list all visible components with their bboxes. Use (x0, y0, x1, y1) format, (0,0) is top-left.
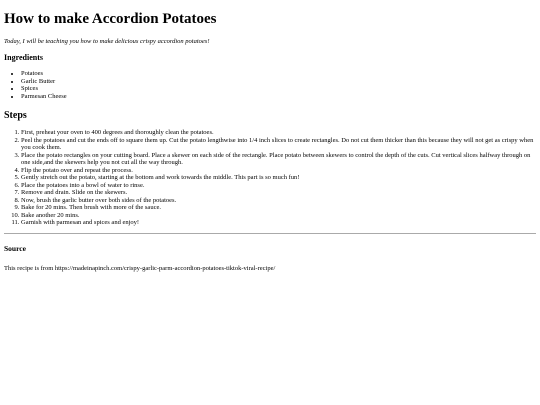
steps-list (4, 129, 536, 227)
step-item: 5. Gently stretch out the potato, starting at the bottom and work towards the middle. This part is so much fun! (21, 174, 536, 182)
source-heading: Source (4, 243, 26, 253)
ingredient-item: • Spices (21, 85, 536, 93)
step-item: 8. Now, brush the garlic butter over both sides of the potatoes. (21, 197, 536, 205)
step-item: 7. Remove and drain. Slide on the skewers. (21, 189, 536, 197)
ingredient-item: • Potatoes (21, 70, 536, 78)
ingredients-list (4, 70, 536, 100)
ingredient-item: • Parmesan Cheese (21, 93, 536, 101)
page-title: How to make Accordion Potatoes (4, 11, 217, 27)
step-item: 4. Flip the potato over and repeat the process. (21, 167, 536, 175)
step-item: 1. First, preheat your oven to 400 degrees and thoroughly clean the potatoes. (21, 129, 536, 137)
ingredients-heading: Ingredients (4, 53, 43, 62)
steps-heading: Steps (4, 110, 27, 121)
step-item: 11. Garnish with parmesan and spices and enjoy! (21, 219, 536, 227)
source-text: This recipe is from https://madeinapinch.com/crispy-garlic-parm-accordion-potatoes-tiktok-viral-recipe/ (4, 264, 276, 272)
step-item: 6. Place the potatoes into a bowl of water to rinse. (21, 182, 536, 190)
step-item: 10. Bake another 20 mins. (21, 212, 536, 220)
step-item: 9. Bake for 20 mins. Then brush with more of the sauce. (21, 204, 536, 212)
step-item: 2. Peel the potatoes and cut the ends off to square them up. Cut the potato lengthwise into 1/4 inch slices to create rectangles. Do not cut them thicker than this because they will not get as crispy when you cook them. (21, 137, 536, 152)
intro-text: Today, I will be teaching you how to make delicious crispy accordion potatoes! (4, 38, 210, 45)
section-divider (4, 233, 536, 234)
step-item: 3. Place the potato rectangles on your cutting board. Place a skewer on each side of the rectangle. Place potato between skewers to control the depth of the cuts. Cut vertical slices halfway through on one side,and the skewers help you not cut all the way through. (21, 152, 536, 167)
ingredient-item: • Garlic Butter (21, 78, 536, 86)
